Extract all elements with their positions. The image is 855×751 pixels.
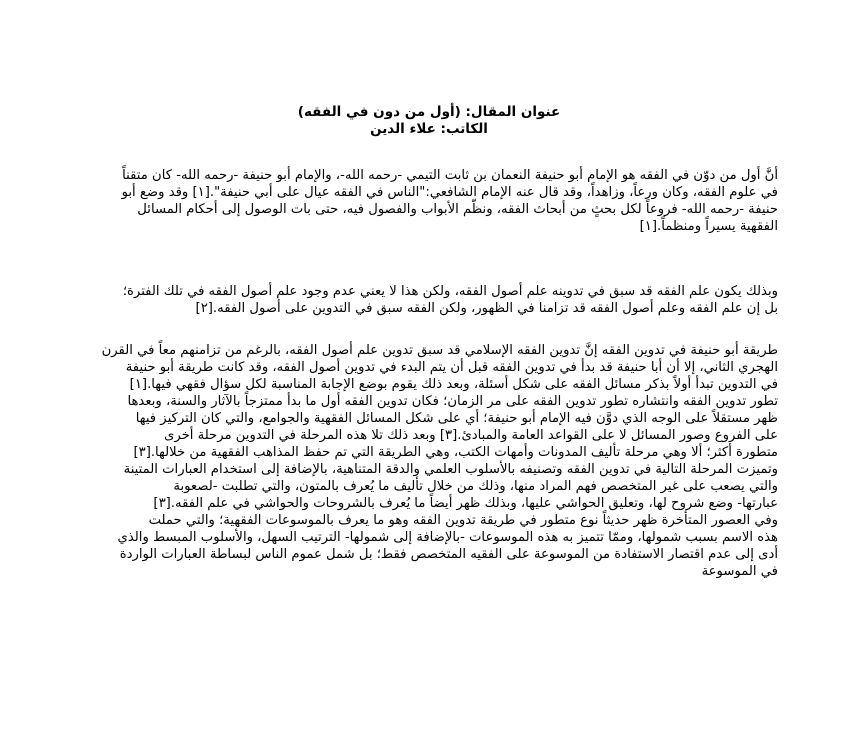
paragraph-line: ظهر مستقلاً على الوجه الذي دوَّن فيه الإمام أبو حنيفة؛ أي على شكل المسائل الفقهية والجوامع، والتي كان التركيز فيها — [135, 411, 778, 426]
paragraph-line: وفي العصور المتأخرة ظهر حديثاً نوع متطور في طريقة تدوين الفقه وهو ما يعرف بالموسوعات الفقهية؛ والتي حملت — [148, 513, 778, 528]
paragraph-line: في التدوين تبدأ أولاً بذكر مسائل الفقه على شكل أسئلة، وبعد ذلك يقوم بوضع الإجابة المناسبة لكل سؤال فقهي فيها.[١] — [129, 377, 778, 392]
article-author: الكاتب: علاء الدين — [370, 121, 488, 137]
article-header — [80, 104, 778, 138]
paragraph-line: عبارتها- وضع شروح لها، وتعليق الحواشي عليها، وبذلك ظهر أيضاً ما يُعرف بالشروحات والحواشي في علم الفقه.[٣] — [153, 496, 778, 511]
paragraph-line: في علوم الفقه، وكان ورعاً، وزاهداً، وقد قال عنه الإمام الشافعي:"الناس في الفقه عيال على أبي حنيفة".[١] وقد وضع أبو — [121, 185, 778, 200]
paragraph-line: طريقة أبو حنيفة في تدوين الفقه إنَّ تدوين الفقه الإسلامي قد سبق تدوين علم أصول الفقه، بالرغم من تزامنهم معاً في القرن — [101, 343, 778, 358]
paragraph-line: الفقهية يسيراً ومنظماً.[١] — [639, 219, 778, 234]
paragraph-fiqh-before-usul — [80, 283, 778, 317]
article-title: عنوان المقال: (أول من دون في الفقه) — [297, 104, 561, 120]
article — [80, 104, 778, 580]
paragraph-line: متطورة أكثر؛ ألا وهي مرحلة تأليف المدونات وأمهات الكتب، وهي الطريقة التي تم حفظ المذاهب الفقهية من خلالها.[٣] — [133, 445, 778, 460]
paragraph-first-codifier — [80, 167, 778, 235]
paragraph-line: أنَّ أول من دوّن في الفقه هو الإمام أبو حنيفة النعمان بن ثابت التيمي -رحمه الله-، والإمام أبو حنيفة -رحمه الله- كان متقناً — [122, 168, 778, 183]
paragraph-line: وتميزت المرحلة التالية في تدوين الفقه وتصنيفه بالأسلوب العلمي والدقة المتناهية، بالإضافة إلى استخدام العبارات المتينة — [123, 462, 778, 477]
paragraph-line: بل إن علم الفقه وعلم أصول الفقه قد تزامنا في الظهور، ولكن الفقه سبق في التدوين على أصول الفقه.[٢] — [195, 301, 778, 316]
paragraph-codification-method — [80, 342, 778, 580]
paragraph-line: في الموسوعة — [701, 564, 778, 579]
paragraph-line: أدى إلى عدم اقتصار الاستفادة من الموسوعة على الفقيه المتخصص فقط؛ بل شمل عموم الناس لبساطة العبارات الواردة — [119, 547, 778, 562]
paragraph-line: هذه الاسم بسبب شمولها، وممّا تتميز به هذه الموسوعات -بالإضافة إلى شمولها- الترتيب السهل، والأسلوب المبسط والذي — [117, 530, 778, 545]
paragraph-line: الهجري الثاني، إلا أن أبا حنيفة قد بدأ في تدوين الفقه قبل أن يتم البدء في تدوين أصول الفقه، وقد كانت طريقة أبو حنيفة — [125, 360, 778, 375]
paragraph-line: حنيفة -رحمه الله- فروعاً لكل بحثٍ من أبحاث الفقه، ونظّم الأبواب والفصول فيه، حتى بات الوصول إلى أحكام المسائل — [137, 202, 778, 217]
paragraph-line: وبذلك يكون علم الفقه قد سبق في تدوينه علم أصول الفقه، ولكن هذا لا يعني عدم وجود علم أصول الفقه في تلك الفترة؛ — [122, 284, 778, 299]
paragraph-line: على الفروع وصور المسائل لا على القواعد العامة والمبادئ.[٣] وبعد ذلك تلا هذه المرحلة في التدوين مرحلة أخرى — [164, 428, 778, 443]
paragraph-line: والتي يصعب على غير المتخصص فهم المراد منها، وذلك من خلال تأليف ما يُعرف بالمتون، والتي تطلبت -لصعوبة — [173, 479, 778, 494]
paragraph-line: تطور تدوين الفقه وانتشاره تطور تدوين الفقه على مر الزمان؛ فكان تدوين الفقه أول ما بدأ ممتزجاً بالآثار والسنة، وبعدها — [127, 394, 778, 409]
